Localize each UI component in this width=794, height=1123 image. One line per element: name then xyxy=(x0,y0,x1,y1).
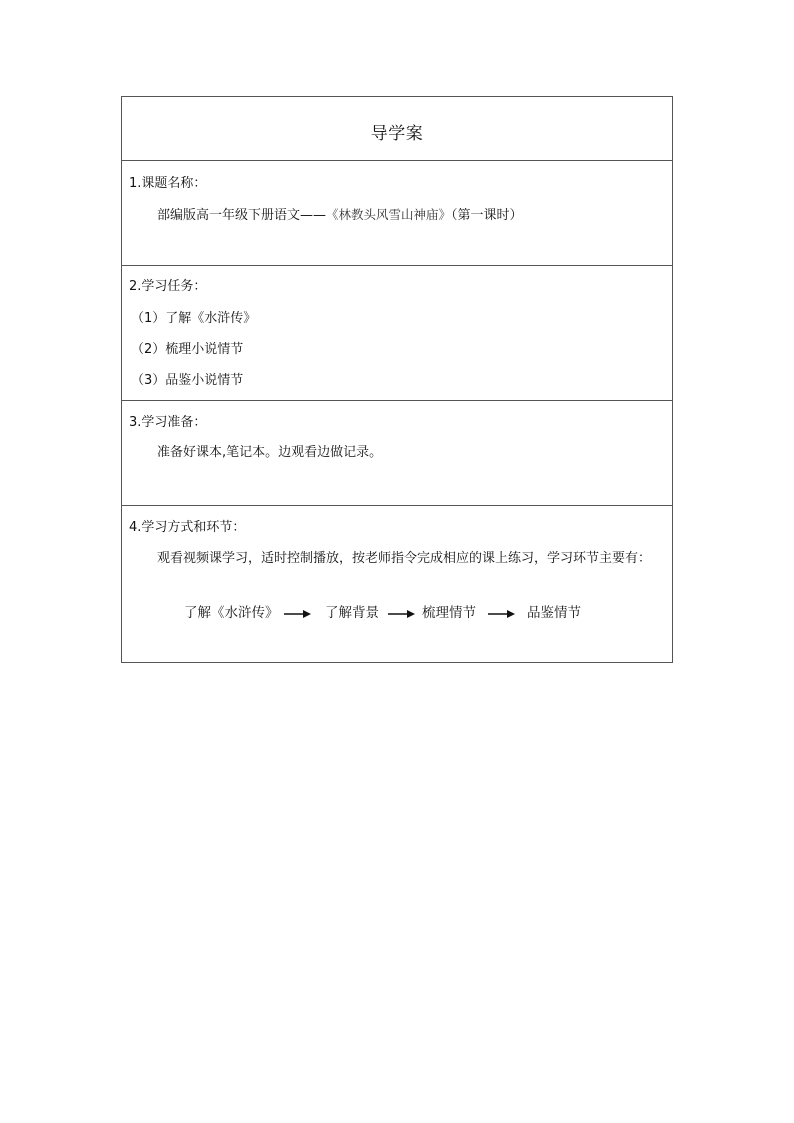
flow-step-4: 品鉴情节 xyxy=(527,605,581,621)
learning-flow xyxy=(122,604,674,622)
task-item-3: （3）品鉴小说情节 xyxy=(131,373,244,388)
task-item-2: （2）梳理小说情节 xyxy=(131,342,244,357)
section-3-label: 3.学习准备： xyxy=(129,415,207,430)
section-course-name xyxy=(122,160,672,265)
flow-step-3: 梳理情节 xyxy=(422,605,476,621)
page-title: 导学案 xyxy=(370,124,424,144)
section-preparation xyxy=(122,400,672,505)
preparation-text: 准备好课本,笔记本。边观看边做记录。 xyxy=(157,445,383,460)
right-arrow-icon xyxy=(284,604,312,622)
course-name-prefix: 部编版高一年级下册语文—— xyxy=(157,208,327,223)
section-learning-method xyxy=(122,505,672,662)
right-arrow-icon xyxy=(388,604,416,622)
flow-step-2: 了解背景 xyxy=(325,605,379,621)
method-paragraph: 观看视频课学习，适时控制播放，按老师指令完成相应的课上练习，学习环节主要有： xyxy=(157,551,652,566)
section-2-label: 2.学习任务： xyxy=(129,279,207,294)
title-row xyxy=(122,97,672,160)
course-lesson-number: （第一课时） xyxy=(451,208,523,223)
study-guide-table xyxy=(121,96,673,663)
flow-step-1: 了解《水浒传》 xyxy=(184,605,279,621)
section-4-label: 4.学习方式和环节： xyxy=(129,520,246,535)
right-arrow-icon xyxy=(488,604,516,622)
course-name-text xyxy=(157,207,523,224)
task-item-1: （1）了解《水浒传》 xyxy=(131,311,257,326)
course-work-title: 《林教头风雪山神庙》 xyxy=(326,207,452,222)
section-1-label: 1.课题名称： xyxy=(129,176,207,191)
section-learning-tasks xyxy=(122,265,672,400)
